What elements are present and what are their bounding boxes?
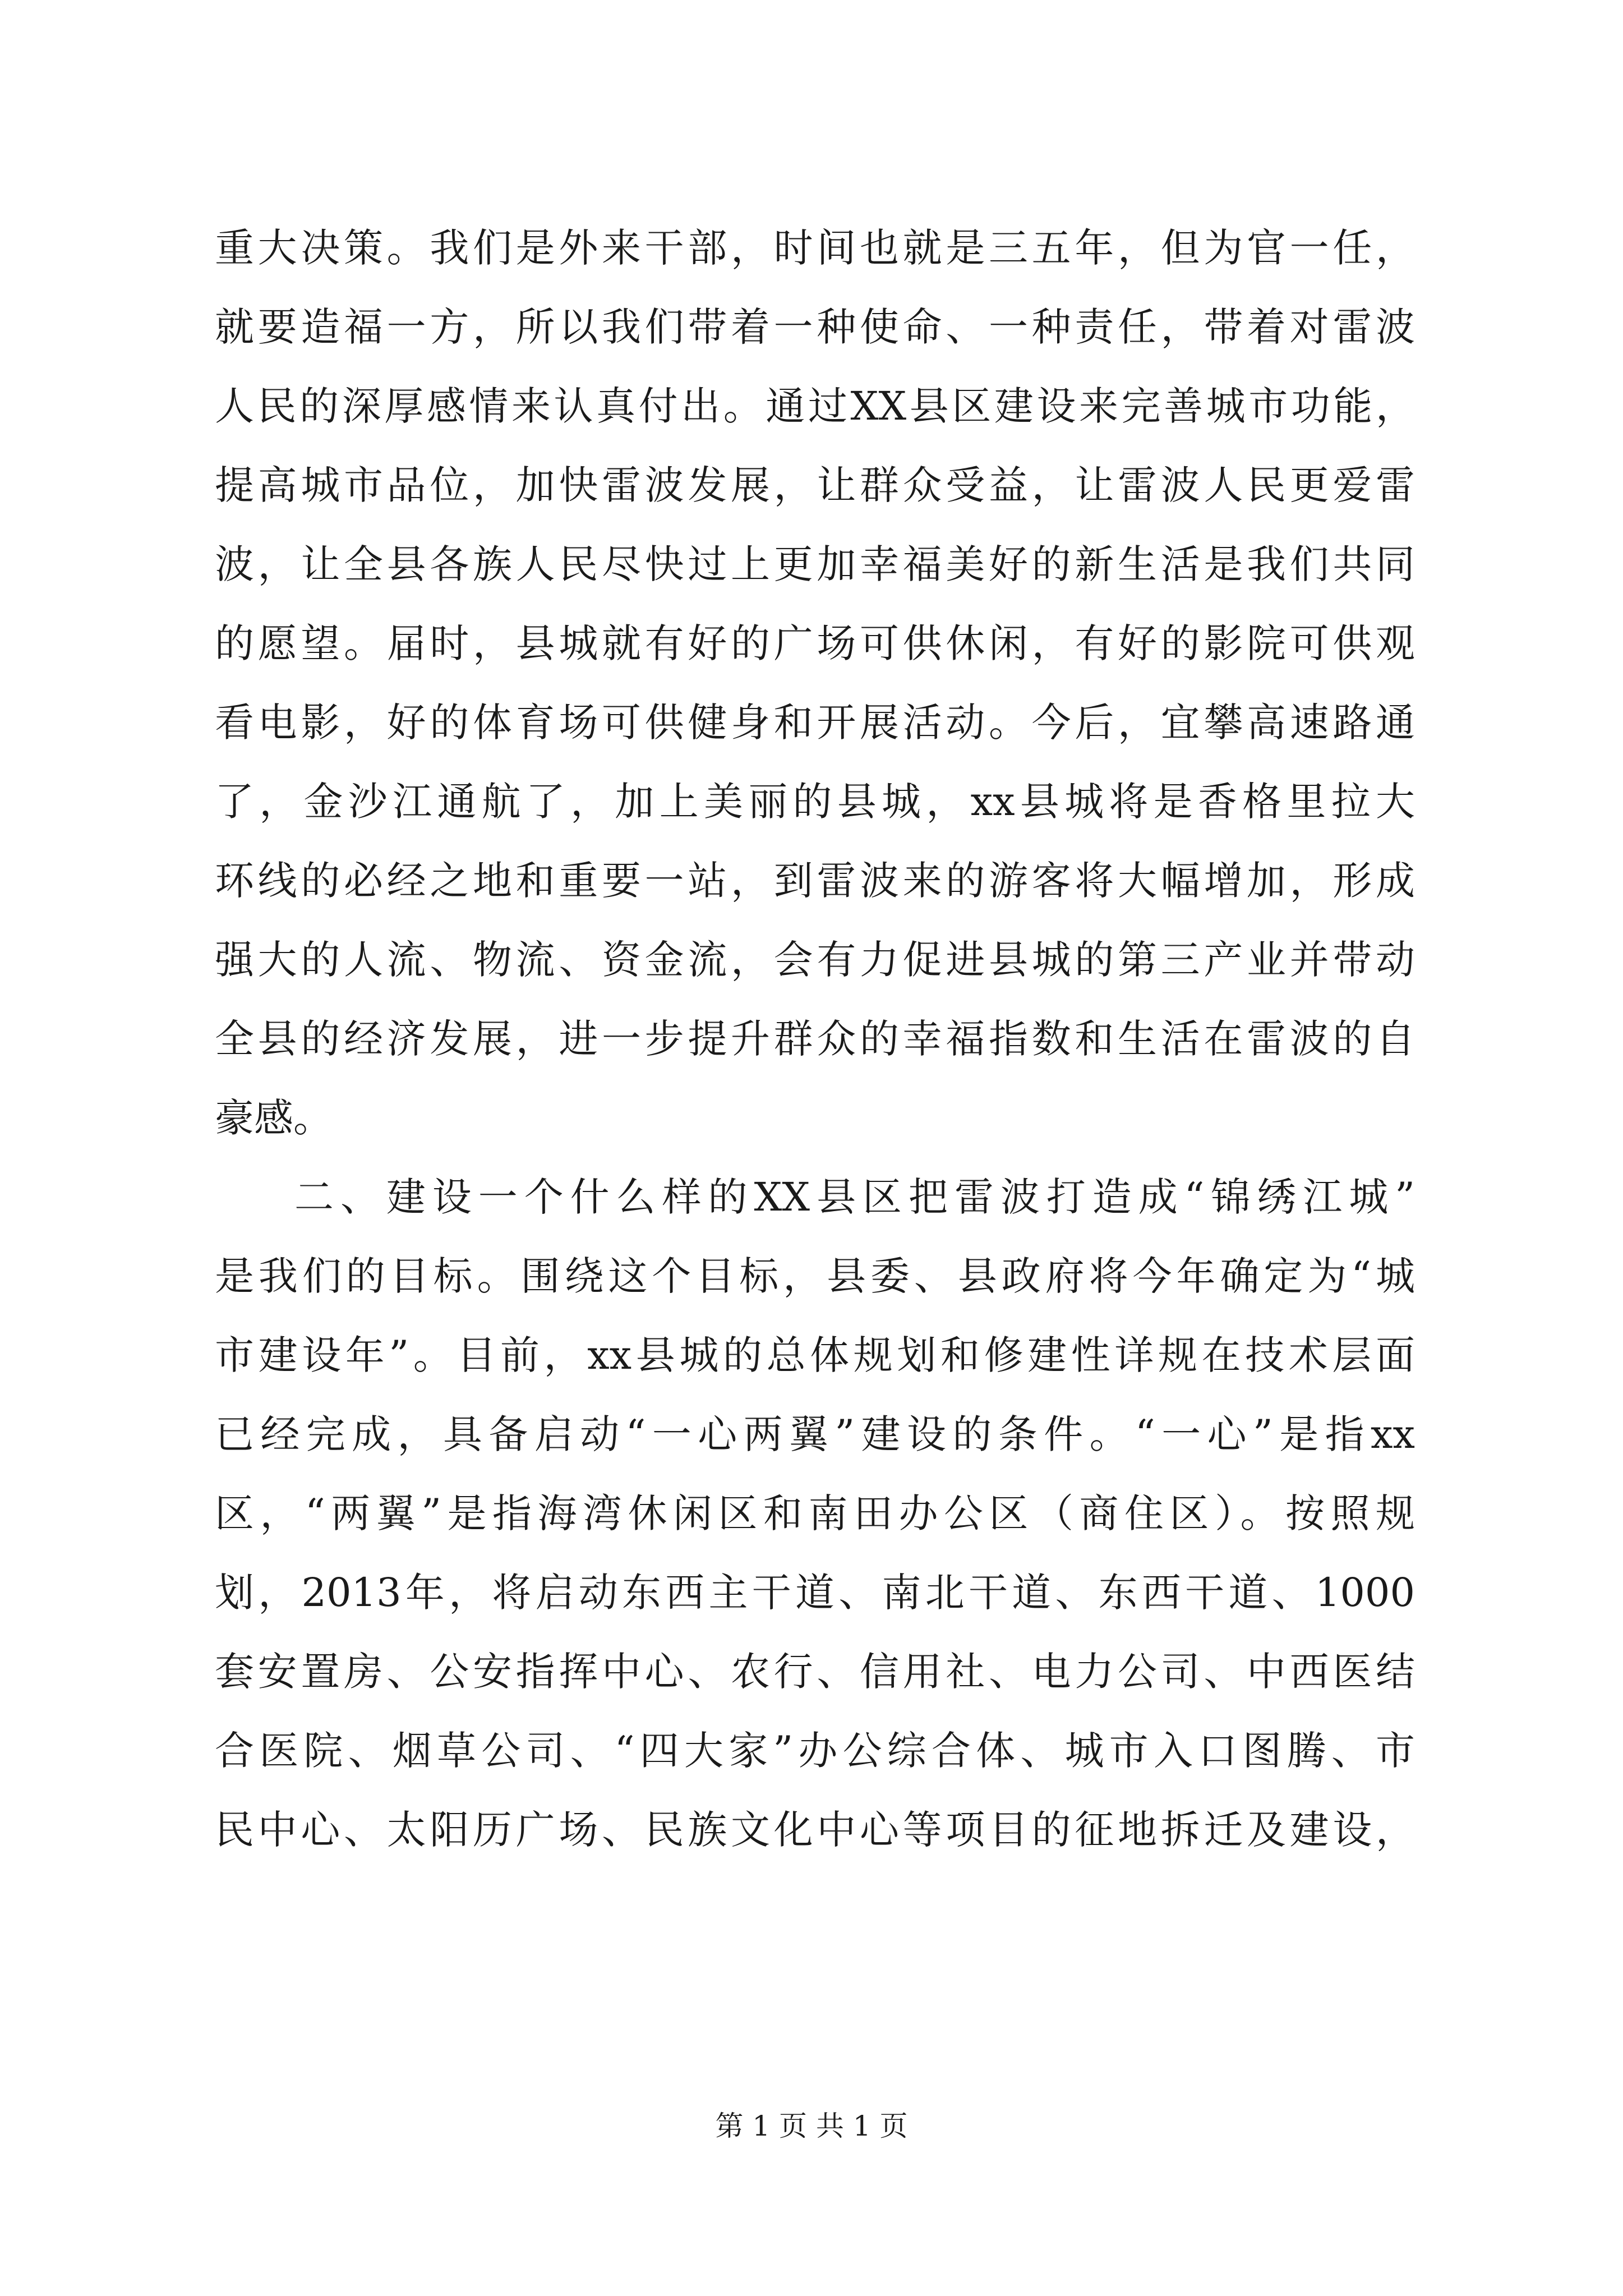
text-line: 强大的人流、物流、资金流，会有力促进县城的第三产业并带动 [215, 937, 1415, 983]
text-line: 套安置房、公安指挥中心、农行、信用社、电力公司、中西医结 [215, 1649, 1415, 1695]
body-text [215, 209, 1415, 1870]
text-line: 环线的必经之地和重要一站，到雷波来的游客将大幅增加，形成 [215, 858, 1415, 904]
text-line: 豪感。 [215, 1095, 333, 1141]
text-line: 全县的经济发展，进一步提升群众的幸福指数和生活在雷波的自 [215, 1016, 1415, 1062]
text-line: 人民的深厚感情来认真付出。通过XX县区建设来完善城市功能， [215, 383, 1415, 429]
page-number-label: 第 1 页 共 1 页 [715, 2110, 908, 2142]
text-line: 看电影，好的体育场可供健身和开展活动。今后，宜攀高速路通 [215, 700, 1415, 746]
text-line: 了，金沙江通航了，加上美丽的县城，xx县城将是香格里拉大 [215, 779, 1415, 825]
text-line: 重大决策。我们是外来干部，时间也就是三五年，但为官一任， [215, 225, 1415, 271]
text-line: 区，“两翼”是指海湾休闲区和南田办公区（商住区）。按照规 [215, 1490, 1415, 1536]
paragraph-first-line: 二、建设一个什么样的XX县区把雷波打造成“锦绣江城” [294, 1174, 1415, 1220]
page-footer [0, 2106, 1623, 2146]
text-line: 合医院、烟草公司、“四大家”办公综合体、城市入口图腾、市 [215, 1728, 1415, 1774]
text-line: 民中心、太阳历广场、民族文化中心等项目的征地拆迁及建设， [215, 1807, 1415, 1853]
text-line: 波，让全县各族人民尽快过上更加幸福美好的新生活是我们共同 [215, 541, 1415, 587]
text-line: 就要造福一方，所以我们带着一种使命、一种责任，带着对雷波 [215, 304, 1415, 350]
text-line: 是我们的目标。围绕这个目标，县委、县政府将今年确定为“城 [215, 1253, 1415, 1299]
text-line: 划，2013年，将启动东西主干道、南北干道、东西干道、1000 [215, 1570, 1415, 1616]
text-line: 已经完成，具备启动“一心两翼”建设的条件。“一心”是指xx [215, 1411, 1415, 1457]
text-line: 提高城市品位，加快雷波发展，让群众受益，让雷波人民更爱雷 [215, 462, 1415, 508]
text-line: 的愿望。届时，县城就有好的广场可供休闲，有好的影院可供观 [215, 620, 1415, 666]
text-line: 市建设年”。目前，xx县城的总体规划和修建性详规在技术层面 [215, 1332, 1415, 1378]
